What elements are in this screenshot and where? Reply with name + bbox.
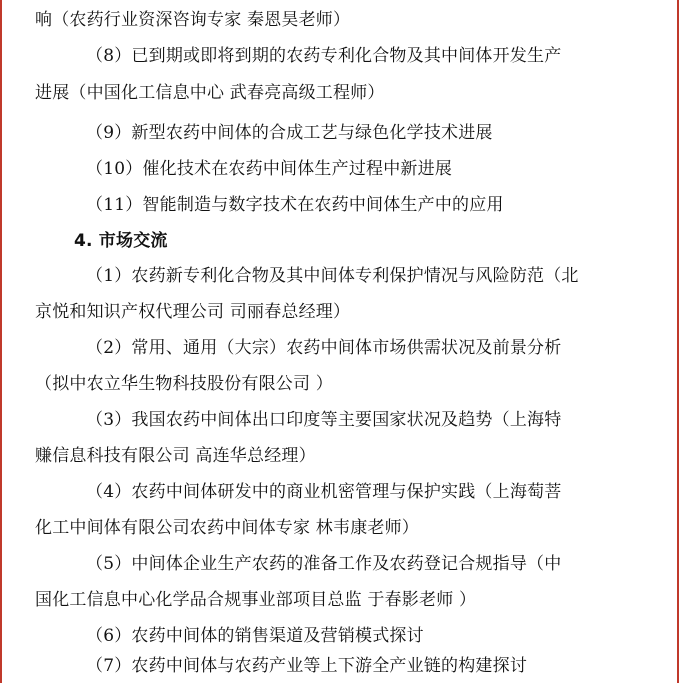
market-item-4: （4）农药中间体研发中的商业机密管理与保护实践（上海萄菩 (86, 482, 562, 502)
list-item-8: （8）已到期或即将到期的农药专利化合物及其中间体开发生产 (86, 46, 562, 66)
market-item-5: （5）中间体企业生产农药的准备工作及农药登记合规指导（中 (86, 554, 562, 574)
market-item-5-continuation: 国化工信息中心化学品合规事业部项目总监 于春影老师 ） (35, 590, 477, 610)
text-line-continuation-2: 进展（中国化工信息中心 武春亮高级工程师） (35, 83, 385, 103)
list-item-11: （11）智能制造与数字技术在农药中间体生产中的应用 (86, 195, 504, 215)
market-item-7: （7）农药中间体与农药产业等上下游全产业链的构建探讨 (86, 656, 528, 676)
market-item-6: （6）农药中间体的销售渠道及营销模式探讨 (86, 626, 424, 646)
section-heading-market-exchange: 4. 市场交流 (74, 231, 168, 251)
list-item-9: （9）新型农药中间体的合成工艺与绿色化学技术进展 (86, 123, 493, 143)
market-item-4-continuation: 化工中间体有限公司农药中间体专家 林韦康老师） (35, 518, 420, 538)
text-line-continuation-1: 响（农药行业资深咨询专家 秦恩昊老师） (35, 10, 351, 30)
market-item-1: （1）农药新专利化合物及其中间体专利保护情况与风险防范（北 (86, 266, 579, 286)
market-item-2-continuation: （拟中农立华生物科技股份有限公司 ） (35, 374, 334, 394)
list-item-10: （10）催化技术在农药中间体生产过程中新进展 (86, 159, 453, 179)
market-item-2: （2）常用、通用（大宗）农药中间体市场供需状况及前景分析 (86, 338, 562, 358)
market-item-3: （3）我国农药中间体出口印度等主要国家状况及趋势（上海特 (86, 410, 562, 430)
market-item-3-continuation: 赚信息科技有限公司 高连华总经理） (35, 446, 316, 466)
market-item-1-continuation: 京悦和知识产权代理公司 司丽春总经理） (35, 302, 351, 322)
